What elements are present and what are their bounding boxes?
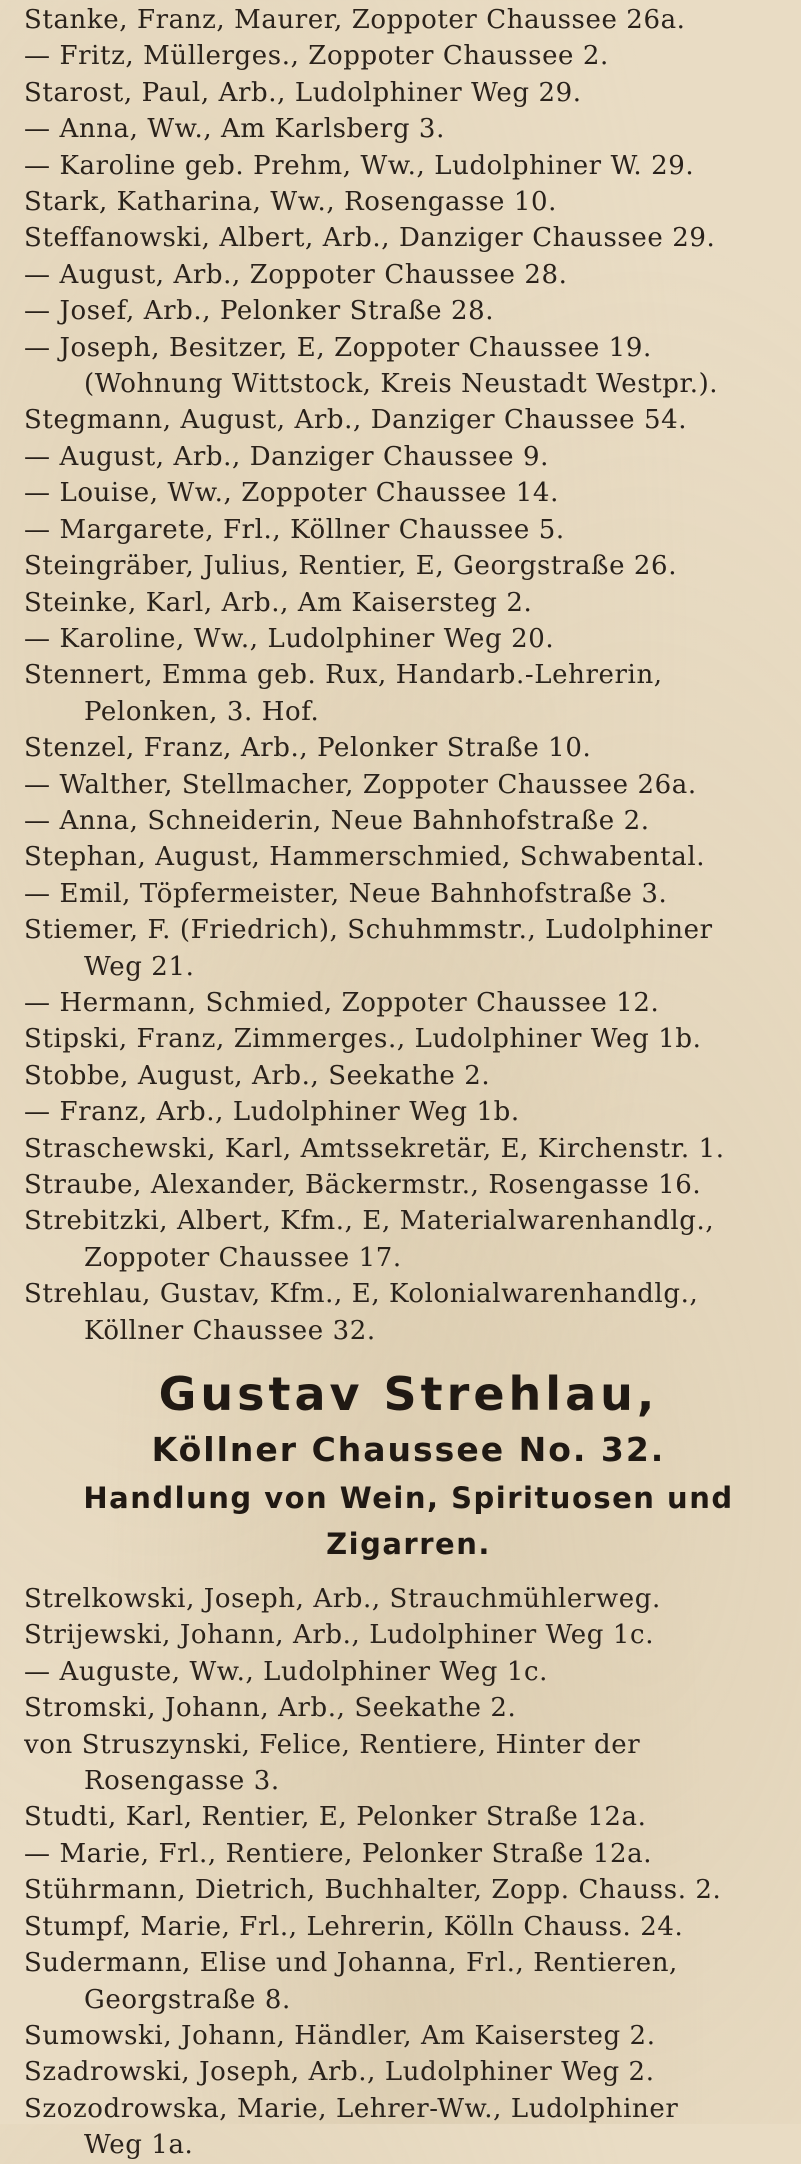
directory-entry: [24, 293, 793, 329]
entry-line: Steingräber, Julius, Rentier, E, Georgstraße 26.: [24, 551, 678, 582]
directory-entry: [24, 402, 793, 438]
entry-line: Starost, Paul, Arb., Ludolphiner Weg 29.: [24, 77, 582, 108]
directory-entry: [24, 475, 793, 511]
entry-line: Stumpf, Marie, Frl., Lehrerin, Kölln Chauss. 24.: [24, 1911, 684, 1942]
directory-entry: [24, 38, 793, 74]
advertisement-address: Köllner Chaussee No. 32.: [151, 1430, 666, 1470]
directory-entry: [24, 803, 793, 839]
entry-line: Stark, Katharina, Ww., Rosengasse 10.: [24, 187, 558, 218]
entry-line: von Struszynski, Felice, Rentiere, Hinter der: [24, 1729, 641, 1760]
entry-line: Stührmann, Dietrich, Buchhalter, Zopp. Chauss. 2.: [24, 1875, 722, 1906]
directory-entry: [24, 148, 793, 184]
entry-line: — Karoline, Ww., Ludolphiner Weg 20.: [24, 623, 555, 654]
entry-continuation-line: Rosengasse 3.: [84, 1766, 280, 1797]
entry-line: — Franz, Arb., Ludolphiner Weg 1b.: [24, 1097, 520, 1128]
entry-line: Steffanowski, Albert, Arb., Danziger Chaussee 29.: [24, 223, 716, 254]
entry-continuation-line: Zoppoter Chaussee 17.: [84, 1242, 402, 1273]
advertisement: [24, 1349, 793, 1581]
entry-line: Straschewski, Karl, Amtssekretär, E, Kirchenstr. 1.: [24, 1133, 725, 1164]
entry-continuation-line: Weg 1a.: [84, 2130, 194, 2161]
directory-entry: [24, 1094, 793, 1130]
entry-line: — Louise, Ww., Zoppoter Chaussee 14.: [24, 478, 559, 509]
entry-continuation-line: Köllner Chaussee 32.: [84, 1315, 376, 1346]
directory-entry: [24, 730, 793, 766]
directory-entry: [24, 2, 793, 38]
entry-line: — Hermann, Schmied, Zoppoter Chaussee 12.: [24, 987, 660, 1018]
directory-entry: [24, 1909, 793, 1945]
entry-continuation-line: Weg 21.: [84, 951, 195, 982]
entry-line: — Marie, Frl., Rentiere, Pelonker Straße 12a.: [24, 1838, 653, 1869]
directory-entry: [24, 1058, 793, 1094]
directory-entry: [24, 1690, 793, 1726]
entry-line: Szozodrowska, Marie, Lehrer-Ww., Ludolphiner: [24, 2093, 679, 2124]
directory-entry: [24, 220, 793, 256]
entry-line: — Karoline geb. Prehm, Ww., Ludolphiner W. 29.: [24, 150, 695, 181]
directory-entry: [24, 657, 793, 730]
directory-entry: [24, 1945, 793, 2018]
entry-continuation-line: Pelonken, 3. Hof.: [84, 696, 320, 727]
directory-entries-top: [24, 2, 793, 1349]
entry-line: Stobbe, August, Arb., Seekathe 2.: [24, 1060, 491, 1091]
entry-line: — Josef, Arb., Pelonker Straße 28.: [24, 296, 495, 327]
directory-entry: [24, 912, 793, 985]
entry-line: Stephan, August, Hammerschmied, Schwabental.: [24, 842, 706, 873]
directory-entry: [24, 876, 793, 912]
directory-entry: [24, 1617, 793, 1653]
directory-entry: [24, 1203, 793, 1276]
directory-entry: [24, 75, 793, 111]
directory-entry: [24, 1836, 793, 1872]
entry-line: — Walther, Stellmacher, Zoppoter Chaussee 26a.: [24, 769, 697, 800]
entry-line: Stiemer, F. (Friedrich), Schuhmmstr., Ludolphiner: [24, 915, 713, 946]
directory-entry: [24, 512, 793, 548]
entry-line: — August, Arb., Danziger Chaussee 9.: [24, 441, 549, 472]
entry-line: — Joseph, Besitzer, E, Zoppoter Chaussee 19.: [24, 332, 652, 363]
directory-entry: [24, 1799, 793, 1835]
directory-entry: [24, 184, 793, 220]
entry-line: Sudermann, Elise und Johanna, Frl., Rentieren,: [24, 1948, 678, 1979]
entry-line: Strijewski, Johann, Arb., Ludolphiner Weg 1c.: [24, 1620, 655, 1651]
directory-entry: [24, 767, 793, 803]
directory-entry: [24, 548, 793, 584]
directory-entry: [24, 621, 793, 657]
directory-entry: [24, 1167, 793, 1203]
entry-line: Strelkowski, Joseph, Arb., Strauchmühlerweg.: [24, 1584, 661, 1615]
entry-line: — Fritz, Müllerges., Zoppoter Chaussee 2.: [24, 41, 609, 72]
entry-line: Strebitzki, Albert, Kfm., E, Materialwarenhandlg.,: [24, 1206, 715, 1237]
entry-line: Szadrowski, Joseph, Arb., Ludolphiner Weg 2.: [24, 2057, 655, 2088]
entry-line: — Auguste, Ww., Ludolphiner Weg 1c.: [24, 1656, 548, 1687]
entry-line: — Margarete, Frl., Köllner Chaussee 5.: [24, 514, 565, 545]
entry-line: Straube, Alexander, Bäckermstr., Rosengasse 16.: [24, 1170, 702, 1200]
directory-entry: [24, 2054, 793, 2090]
directory-entry: [24, 585, 793, 621]
directory-entry: [24, 1872, 793, 1908]
directory-entry: [24, 439, 793, 475]
entry-line: Studti, Karl, Rentier, E, Pelonker Straße 12a.: [24, 1802, 647, 1833]
entry-line: Stegmann, August, Arb., Danziger Chaussee 54.: [24, 405, 688, 436]
directory-entries-bottom: [24, 1581, 793, 2164]
entry-continuation-line: Georgstraße 8.: [84, 1984, 291, 2015]
directory-entry: [24, 330, 793, 403]
directory-entry: [24, 1581, 793, 1617]
entry-line: Stennert, Emma geb. Rux, Handarb.-Lehrerin,: [24, 660, 663, 691]
entry-continuation-line: (Wohnung Wittstock, Kreis Neustadt Westpr.).: [84, 369, 719, 400]
entry-line: Strehlau, Gustav, Kfm., E, Kolonialwarenhandlg.,: [24, 1279, 699, 1310]
directory-entry: [24, 1276, 793, 1349]
entry-line: — Emil, Töpfermeister, Neue Bahnhofstraße 3.: [24, 878, 668, 909]
entry-line: Stromski, Johann, Arb., Seekathe 2.: [24, 1693, 517, 1724]
directory-entry: [24, 985, 793, 1021]
entry-line: Stipski, Franz, Zimmerges., Ludolphiner Weg 1b.: [24, 1024, 702, 1055]
directory-entry: [24, 839, 793, 875]
directory-entry: [24, 2091, 793, 2164]
directory-entry: [24, 111, 793, 147]
advertisement-name: Gustav Strehlau,: [158, 1367, 659, 1422]
directory-entry: [24, 1131, 793, 1167]
entry-line: Steinke, Karl, Arb., Am Kaisersteg 2.: [24, 587, 533, 618]
entry-line: — Anna, Ww., Am Karlsberg 3.: [24, 114, 445, 145]
entry-line: — Anna, Schneiderin, Neue Bahnhofstraße 2.: [24, 805, 650, 836]
entry-line: Stanke, Franz, Maurer, Zoppoter Chaussee 26a.: [24, 5, 686, 35]
directory-entry: [24, 1654, 793, 1690]
entry-line: Sumowski, Johann, Händler, Am Kaisersteg 2.: [24, 2020, 656, 2051]
entry-line: — August, Arb., Zoppoter Chaussee 28.: [24, 259, 568, 290]
directory-entry: [24, 1727, 793, 1800]
advertisement-business: Handlung von Wein, Spirituosen und Zigarren.: [83, 1481, 734, 1562]
directory-entry: [24, 257, 793, 293]
entry-line: Stenzel, Franz, Arb., Pelonker Straße 10.: [24, 733, 592, 764]
directory-entry: [24, 1021, 793, 1057]
directory-entry: [24, 2018, 793, 2054]
